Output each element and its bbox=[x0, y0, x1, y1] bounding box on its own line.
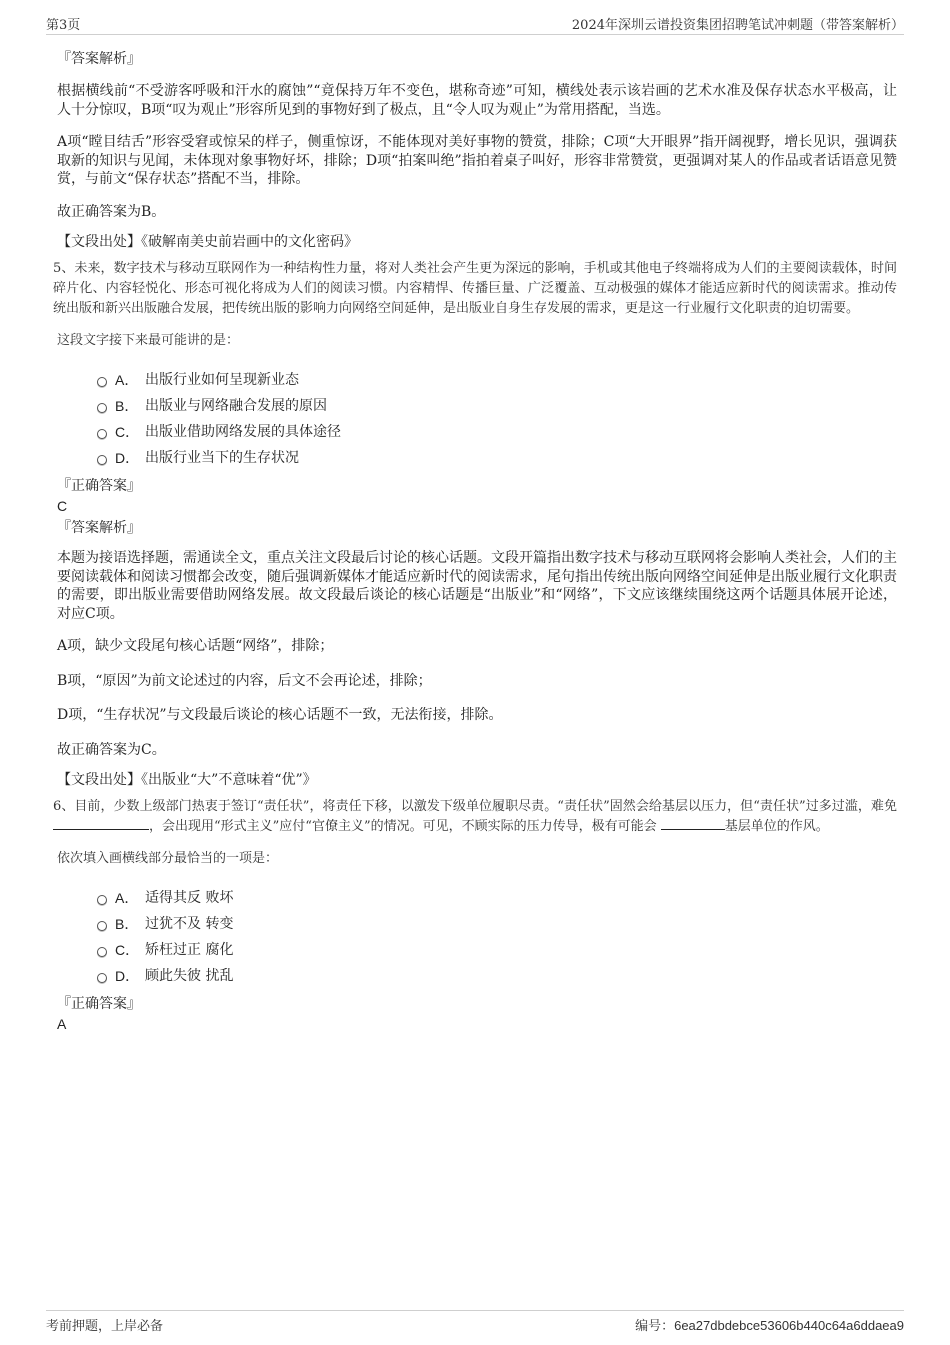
q5-analysis-b: B项，“原因”为前文论述过的内容，后文不会再论述，排除； bbox=[57, 672, 432, 689]
q6-stem-c: 基层单位的作风。 bbox=[724, 819, 829, 834]
q6-stem bbox=[53, 797, 897, 837]
document-body bbox=[53, 44, 897, 1033]
q6-prompt: 依次填入画横线部分最恰当的一项是： bbox=[57, 851, 279, 866]
q5-stem-text: 未来，数字技术与移动互联网作为一种结构性力量，将对人类社会产生更为深远的影响，手机或其他电子终端将成为人们的主要阅读载体，时间碎片化、内容轻悦化、形态可视化将成为人们的阅读习惯。内容精悍、传播巨量、广泛覆盖、互动极强的媒体才能适应新时代的阅读需求。推动传统出版和新兴出版融合发展，把传统出版的影响力向网络空间延伸，是出版业自身生存发展的需求，更是这一行业履行文化职责的迫切需要。 bbox=[53, 261, 897, 316]
option-letter: B． bbox=[115, 398, 139, 414]
q6-blank-2 bbox=[661, 817, 725, 830]
option-letter: A． bbox=[115, 890, 139, 906]
page-footer bbox=[46, 1310, 904, 1333]
q5-options bbox=[57, 367, 897, 471]
q5-prompt: 这段文字接下来最可能讲的是： bbox=[57, 333, 240, 348]
option-text: 矫枉过正 腐化 bbox=[145, 942, 234, 958]
option-text: 出版业借助网络发展的具体途径 bbox=[145, 424, 341, 440]
q4-analysis-p2: A项“瞠目结舌”形容受窘或惊呆的样子，侧重惊讶，不能体现对美好事物的赞赏，排除；C项“大开眼界”指开阔视野，增长见识，强调获取新的知识与见闻，未体现对象事物好坏，排除；D项“拍案叫绝”指拍着桌子叫好，形容非常赞赏，更强调对某人的作品或者话语意见赞赏，与前文“保存状态”搭配不当，排除。 bbox=[57, 134, 897, 187]
option-text: 出版行业当下的生存状况 bbox=[145, 450, 299, 466]
page-number: 第3页 bbox=[46, 18, 81, 33]
q6-option-b[interactable] bbox=[97, 911, 897, 937]
option-text: 出版行业如何呈现新业态 bbox=[145, 372, 299, 388]
q6-options bbox=[57, 885, 897, 989]
q6-option-d[interactable] bbox=[97, 963, 897, 989]
q5-analysis-p1: 本题为接语选择题，需通读全文，重点关注文段最后讨论的核心话题。文段开篇指出数字技术与移动互联网将会影响人类社会，人们的主要阅读载体和阅读习惯都会改变，随后强调新媒体才能适应新时代的阅读需求，尾句指出传统出版向网络空间延伸是出版业履行文化职责的需要，即出版业需要借助网络发展。故文段最后谈论的核心话题是“出版业”和“网络”，下文应该继续围绕这两个话题具体展开论述，对应C项。 bbox=[57, 550, 897, 622]
option-letter: C． bbox=[115, 942, 140, 958]
q5-answer-label: 『正确答案』 bbox=[57, 478, 141, 494]
radio-icon[interactable] bbox=[97, 973, 107, 983]
q6-stem-a: 目前，少数上级部门热衷于签订“责任状”，将责任下移，以激发下级单位履职尽责。“责任状”固然会给基层以压力，但“责任状”过多过滥，难免 bbox=[74, 799, 897, 814]
q5-answer: C bbox=[57, 498, 68, 514]
q4-analysis-label: 『答案解析』 bbox=[57, 51, 141, 67]
option-letter: C． bbox=[115, 424, 140, 440]
q6-option-a[interactable] bbox=[97, 885, 897, 911]
q5-analysis-a: A项，缺少文段尾句核心话题“网络”，排除； bbox=[57, 638, 334, 654]
q5-option-a[interactable] bbox=[97, 367, 897, 393]
option-text: 顾此失彼 扰乱 bbox=[145, 968, 234, 984]
q6-answer: A bbox=[57, 1016, 67, 1032]
q5-option-d[interactable] bbox=[97, 445, 897, 471]
document-title: 2024年深圳云谱投资集团招聘笔试冲刺题（带答案解析） bbox=[571, 18, 904, 33]
option-letter: A． bbox=[115, 372, 139, 388]
q5-option-b[interactable] bbox=[97, 393, 897, 419]
radio-icon[interactable] bbox=[97, 947, 107, 957]
option-text: 过犹不及 转变 bbox=[145, 916, 234, 932]
radio-icon[interactable] bbox=[97, 377, 107, 387]
footer-slogan: 考前押题，上岸必备 bbox=[46, 1319, 164, 1334]
q5-stem bbox=[53, 259, 897, 319]
option-text: 适得其反 败坏 bbox=[145, 890, 234, 906]
q4-source: 【文段出处】《破解南美史前岩画中的文化密码》 bbox=[57, 234, 358, 250]
document-code: 编号：6ea27dbdebce53606b440c64a6ddaea9 bbox=[635, 1318, 904, 1333]
radio-icon[interactable] bbox=[97, 921, 107, 931]
q6-option-c[interactable] bbox=[97, 937, 897, 963]
q6-answer-label: 『正确答案』 bbox=[57, 996, 141, 1012]
q6-stem-b: ，会出现用“形式主义”应付“官僚主义”的情况。可见，不顾实际的压力传导，极有可能会 bbox=[149, 819, 657, 834]
q5-conclusion: 故正确答案为C。 bbox=[57, 741, 166, 758]
q4-analysis-p1: 根据横线前“不受游客呼吸和汗水的腐蚀”“竟保持万年不变色，堪称奇迹”可知，横线处表示该岩画的艺术水准及保存状态水平极高，让人十分惊叹，B项“叹为观止”形容所见到的事物好到了极点，且“令人叹为观止”为常用搭配，当选。 bbox=[57, 83, 897, 118]
q6-blank-1 bbox=[53, 817, 149, 830]
q5-analysis-d: D项，“生存状况”与文段最后谈论的核心话题不一致，无法衔接，排除。 bbox=[57, 707, 503, 723]
q5-number: 5、 bbox=[53, 261, 75, 276]
q6-number: 6、 bbox=[53, 799, 75, 814]
option-text: 出版业与网络融合发展的原因 bbox=[145, 398, 327, 414]
radio-icon[interactable] bbox=[97, 895, 107, 905]
q5-source: 【文段出处】《出版业“大”不意味着“优”》 bbox=[57, 772, 317, 788]
q4-conclusion: 故正确答案为B。 bbox=[57, 203, 166, 220]
radio-icon[interactable] bbox=[97, 455, 107, 465]
radio-icon[interactable] bbox=[97, 403, 107, 413]
radio-icon[interactable] bbox=[97, 429, 107, 439]
q5-option-c[interactable] bbox=[97, 419, 897, 445]
page-header bbox=[46, 12, 904, 35]
option-letter: D． bbox=[115, 450, 140, 466]
option-letter: B． bbox=[115, 916, 139, 932]
q5-analysis-label: 『答案解析』 bbox=[57, 520, 141, 536]
option-letter: D． bbox=[115, 968, 140, 984]
